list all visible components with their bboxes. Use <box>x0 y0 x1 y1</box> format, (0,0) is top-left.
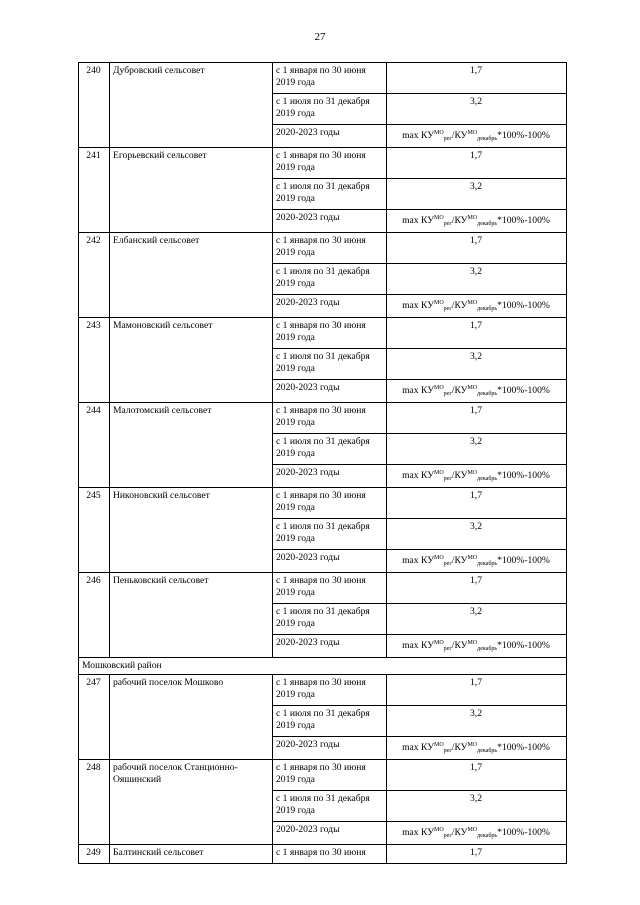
period-cell: с 1 июля по 31 декабря 2019 года <box>273 349 387 380</box>
period-cell: с 1 января по 30 июня 2019 года <box>273 573 387 604</box>
formula: $\max КУ^{МО}_{рег}/КУ^{МО}_{декабрь}*100\%-100\%$ <box>402 555 550 567</box>
formula: $\max КУ^{МО}_{рег}/КУ^{МО}_{декабрь}*100\%-100\%$ <box>402 640 550 652</box>
value-cell: 1,7 <box>387 403 567 434</box>
municipality-name: Балтинский сельсовет <box>110 845 273 864</box>
period-cell: с 1 июля по 31 декабря 2019 года <box>273 706 387 737</box>
formula-cell <box>387 210 567 233</box>
period-cell: 2020-2023 годы <box>273 635 387 658</box>
municipality-name: Мамоновский сельсовет <box>110 318 273 403</box>
value-cell: 3,2 <box>387 349 567 380</box>
municipality-name: Егорьевский сельсовет <box>110 148 273 233</box>
municipality-name: Пеньковский сельсовет <box>110 573 273 658</box>
period-cell: с 1 июля по 31 декабря 2019 года <box>273 264 387 295</box>
period-cell: с 1 января по 30 июня 2019 года <box>273 488 387 519</box>
formula-cell <box>387 125 567 148</box>
municipality-name: рабочий поселок Станционно-Ояшинский <box>110 760 273 845</box>
municipality-name: рабочий поселок Мошково <box>110 675 273 760</box>
period-cell: с 1 января по 30 июня 2019 года <box>273 675 387 706</box>
formula-cell <box>387 737 567 760</box>
formula-cell <box>387 295 567 318</box>
period-cell: с 1 января по 30 июня 2019 года <box>273 63 387 94</box>
table-row <box>79 675 567 706</box>
tariff-table <box>78 62 567 864</box>
row-number: 249 <box>79 845 110 864</box>
row-number: 243 <box>79 318 110 403</box>
formula: $\max КУ^{МО}_{рег}/КУ^{МО}_{декабрь}*100\%-100\%$ <box>402 470 550 482</box>
value-cell: 1,7 <box>387 148 567 179</box>
period-cell: с 1 января по 30 июня <box>273 845 387 864</box>
table-row <box>79 63 567 94</box>
period-cell: с 1 июля по 31 декабря 2019 года <box>273 179 387 210</box>
page-number: 27 <box>314 31 326 43</box>
period-cell: с 1 января по 30 июня 2019 года <box>273 760 387 791</box>
period-cell: 2020-2023 годы <box>273 125 387 148</box>
row-number: 240 <box>79 63 110 148</box>
value-cell: 3,2 <box>387 791 567 822</box>
district-name: Мошковский район <box>79 658 567 675</box>
formula: $\max КУ^{МО}_{рег}/КУ^{МО}_{декабрь}*100\%-100\%$ <box>402 300 550 312</box>
row-number: 248 <box>79 760 110 845</box>
table-row <box>79 148 567 179</box>
period-cell: с 1 июля по 31 декабря 2019 года <box>273 94 387 125</box>
value-cell: 1,7 <box>387 573 567 604</box>
period-cell: 2020-2023 годы <box>273 295 387 318</box>
value-cell: 3,2 <box>387 604 567 635</box>
period-cell: 2020-2023 годы <box>273 380 387 403</box>
formula-cell <box>387 635 567 658</box>
row-number: 247 <box>79 675 110 760</box>
period-cell: с 1 июля по 31 декабря 2019 года <box>273 434 387 465</box>
formula-cell <box>387 822 567 845</box>
formula: $\max КУ^{МО}_{рег}/КУ^{МО}_{декабрь}*100\%-100\%$ <box>402 385 550 397</box>
value-cell: 3,2 <box>387 264 567 295</box>
value-cell: 1,7 <box>387 318 567 349</box>
period-cell: 2020-2023 годы <box>273 550 387 573</box>
municipality-name: Елбанский сельсовет <box>110 233 273 318</box>
row-number: 246 <box>79 573 110 658</box>
period-cell: с 1 января по 30 июня 2019 года <box>273 403 387 434</box>
value-cell: 1,7 <box>387 760 567 791</box>
value-cell: 3,2 <box>387 179 567 210</box>
period-cell: с 1 января по 30 июня 2019 года <box>273 233 387 264</box>
period-cell: с 1 января по 30 июня 2019 года <box>273 148 387 179</box>
period-cell: с 1 июля по 31 декабря 2019 года <box>273 791 387 822</box>
formula-cell <box>387 465 567 488</box>
period-cell: с 1 июля по 31 декабря 2019 года <box>273 604 387 635</box>
value-cell: 3,2 <box>387 519 567 550</box>
formula: $\max КУ^{МО}_{рег}/КУ^{МО}_{декабрь}*100\%-100\%$ <box>402 130 550 142</box>
value-cell: 1,7 <box>387 233 567 264</box>
formula-cell <box>387 550 567 573</box>
period-cell: с 1 января по 30 июня 2019 года <box>273 318 387 349</box>
period-cell: 2020-2023 годы <box>273 737 387 760</box>
value-cell: 3,2 <box>387 706 567 737</box>
value-cell: 3,2 <box>387 434 567 465</box>
period-cell: 2020-2023 годы <box>273 465 387 488</box>
district-row <box>79 658 567 675</box>
table-row <box>79 233 567 264</box>
table-row <box>79 845 567 864</box>
table-row <box>79 760 567 791</box>
table-row <box>79 573 567 604</box>
table-row <box>79 318 567 349</box>
value-cell: 1,7 <box>387 675 567 706</box>
municipality-name: Никоновский сельсовет <box>110 488 273 573</box>
formula: $\max КУ^{МО}_{рег}/КУ^{МО}_{декабрь}*100\%-100\%$ <box>402 215 550 227</box>
table-row <box>79 403 567 434</box>
period-cell: 2020-2023 годы <box>273 210 387 233</box>
value-cell: 3,2 <box>387 94 567 125</box>
period-cell: 2020-2023 годы <box>273 822 387 845</box>
value-cell: 1,7 <box>387 845 567 864</box>
row-number: 241 <box>79 148 110 233</box>
formula: $\max КУ^{МО}_{рег}/КУ^{МО}_{декабрь}*100\%-100\%$ <box>402 827 550 839</box>
row-number: 245 <box>79 488 110 573</box>
row-number: 244 <box>79 403 110 488</box>
row-number: 242 <box>79 233 110 318</box>
municipality-name: Малотомский сельсовет <box>110 403 273 488</box>
value-cell: 1,7 <box>387 63 567 94</box>
value-cell: 1,7 <box>387 488 567 519</box>
municipality-name: Дубровский сельсовет <box>110 63 273 148</box>
formula-cell <box>387 380 567 403</box>
period-cell: с 1 июля по 31 декабря 2019 года <box>273 519 387 550</box>
formula: $\max КУ^{МО}_{рег}/КУ^{МО}_{декабрь}*100\%-100\%$ <box>402 742 550 754</box>
table-row <box>79 488 567 519</box>
